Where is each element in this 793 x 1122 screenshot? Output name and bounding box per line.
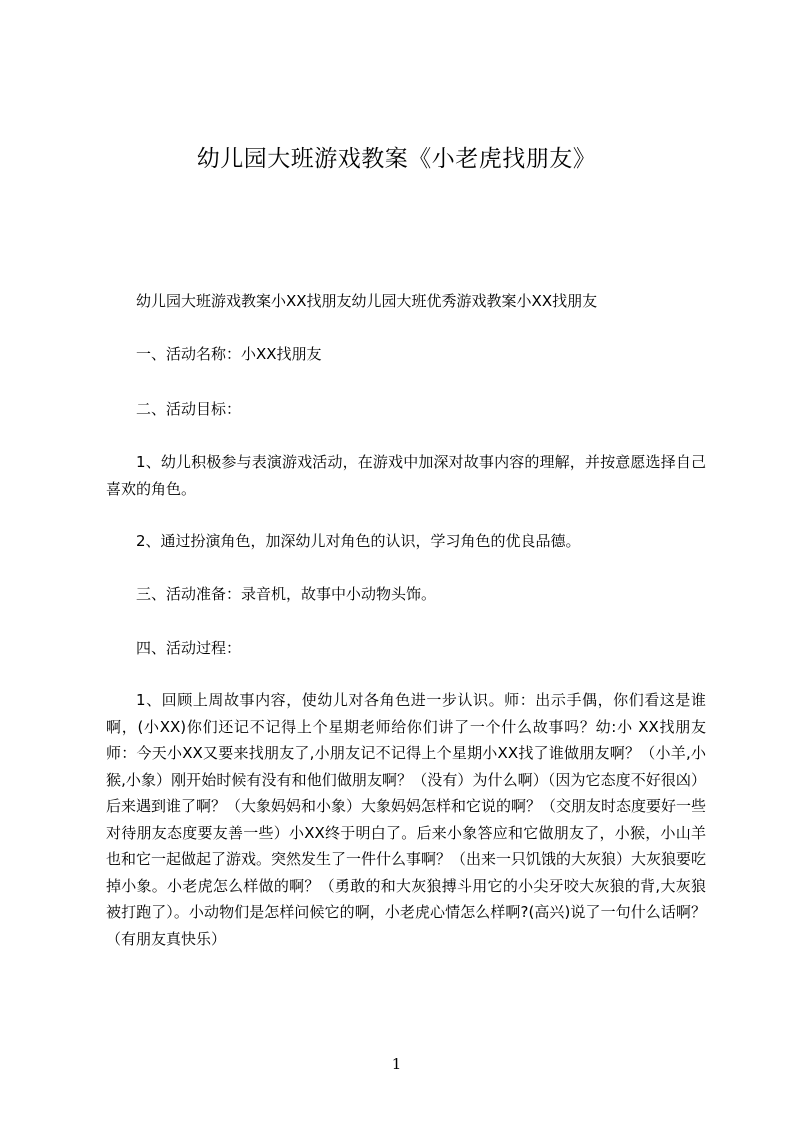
section-activity-goals: 二、活动目标：: [136, 400, 242, 418]
document-subtitle: 幼儿园大班游戏教案小XX找朋友幼儿园大班优秀游戏教案小XX找朋友: [136, 292, 598, 310]
section-activity-process: 四、活动过程：: [136, 639, 242, 657]
section-activity-name: 一、活动名称：小XX找朋友: [136, 345, 322, 363]
document-title: 幼儿园大班游戏教案《小老虎找朋友》: [196, 146, 597, 172]
section-activity-prep: 三、活动准备：录音机，故事中小动物头饰。: [136, 585, 437, 603]
goal-2-paragraph: 2、通过扮演角色，加深幼儿对角色的认识，学习角色的优良品德。: [136, 532, 581, 550]
goal-1-paragraph: 1、幼儿积极参与表演游戏活动，在游戏中加深对故事内容的理解，并按意愿选择自己喜欢的角色。: [106, 453, 706, 498]
process-1-paragraph: 1、回顾上周故事内容，使幼儿对各角色进一步认识。师：出示手偶，你们看这是谁啊，(小XX)你们还记不记得上个星期老师给你们讲了一个什么故事吗？幼:小 XX找朋友师：今天小XX又要来找朋友了,小朋友记不记得上个星期小XX找了谁做朋友啊？（小羊,小猴,小象）刚开始时候有没有和他们做朋友啊？（没有）为什么啊）（因为它态度不好很凶）后来遇到谁了啊？（大象妈妈和小象）大象妈妈怎样和它说的啊？（交朋友时态度要好一些对待朋友态度要友善一些）小XX终于明白了。后来小象答应和它做朋友了，小猴，小山羊也和它一起做起了游戏。突然发生了一件什么事啊？（出来一只饥饿的大灰狼）大灰狼要吃掉小象。小老虎怎么样做的啊？（勇敢的和大灰狼搏斗用它的小尖牙咬大灰狼的背,大灰狼被打跑了）。小动物们是怎样问候它的啊，小老虎心情怎么样啊?(高兴)说了一句什么话啊？（有朋友真快乐）: [106, 691, 707, 948]
page-number: 1: [391, 1055, 402, 1073]
